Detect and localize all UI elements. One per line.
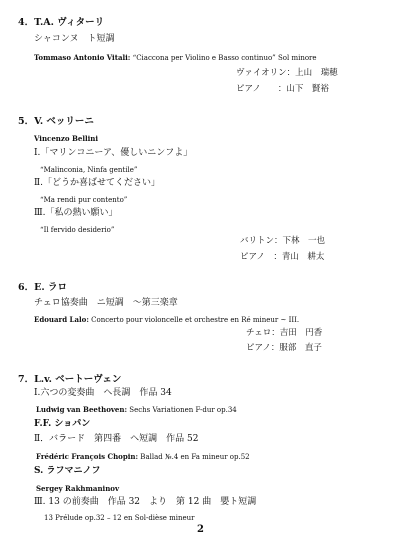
section-7-work-1-orig: Sechs Variationen F-dur op.34 [127,406,237,414]
section-4-work: “Ciaccona per Violino e Basso continuo” Sol minore [130,54,317,62]
section-4-title: シャコンヌ ト短調 [34,34,115,44]
section-7-work-3-original: 13 Prélude op.32 – 12 en Sol-dièse mineur [44,514,195,522]
section-4-original-title [34,52,317,64]
section-5-song-2: Ⅱ.「どうか喜ばせてください」 [34,178,160,188]
section-4-performer-2: ピアノ ：山下 賢裕 [236,84,329,94]
section-6-title: チェロ協奏曲 ニ短調 ～第三楽章 [34,298,178,308]
section-7-work-1-original [36,404,237,416]
section-7-work-1: Ⅰ.六つの変奏曲 ヘ長調 作品 34 [34,388,172,398]
section-7-work-3: Ⅲ. 13 の前奏曲 作品 32 より 第 12 曲 嬰ト短調 [34,497,257,507]
section-5-composer: Vincenzo Bellini [34,134,99,143]
section-6-performer-2: ピアノ：服部 直子 [246,343,322,353]
section-6-work: Concerto pour violoncelle et orchestre en Ré mineur ~ III. [88,316,300,324]
section-7-work-2-orig: Ballad №.4 en Fa mineur op.52 [138,453,250,461]
section-5-performer-2: ピアノ ：青山 耕太 [240,252,325,262]
section-6-composer: Edouard Lalo: [34,315,89,324]
section-7-composer-3-heading: S. ラフマニノフ [34,466,101,476]
page-number: 2 [197,524,204,535]
section-5-song-1: Ⅰ.「マリンコニーア、優しいニンフよ」 [34,148,193,158]
section-5-song-1-original: “Malinconia, Ninfa gentile” [40,166,138,174]
section-5-song-2-original: “Ma rendi pur contento” [40,196,128,204]
section-6-original-title [34,314,299,326]
section-7-heading: 7．L.v. ベートーヴェン [18,374,122,385]
section-7-work-2: Ⅱ．バラード 第四番 ヘ短調 作品 52 [34,434,199,444]
section-7-composer-2: Frédéric François Chopin: [36,452,139,461]
section-4-composer: Tommaso Antonio Vitali: [34,53,131,62]
section-5-song-3: Ⅲ.「私の熱い願い」 [34,208,118,218]
section-7-work-2-original [36,451,250,463]
section-4-heading: 4．T.A. ヴィターリ [18,17,105,28]
section-6-heading: 6．E. ラロ [18,282,67,293]
section-6-performer-1: チェロ：吉田 円香 [246,328,323,338]
section-7-composer-1: Ludwig van Beethoven: [36,405,128,414]
section-7-composer-2-heading: F.F. ショパン [34,419,91,429]
section-4-performer-1: ヴァイオリン：上山 瑞穂 [236,68,338,78]
section-7-composer-3-original: Sergey Rakhmaninov [36,484,120,493]
section-5-song-3-original: “Il fervido desiderio” [40,226,115,234]
section-5-heading: 5．V. ベッリーニ [18,116,94,127]
section-5-performer-1: バリトン：下林 一也 [240,236,326,246]
